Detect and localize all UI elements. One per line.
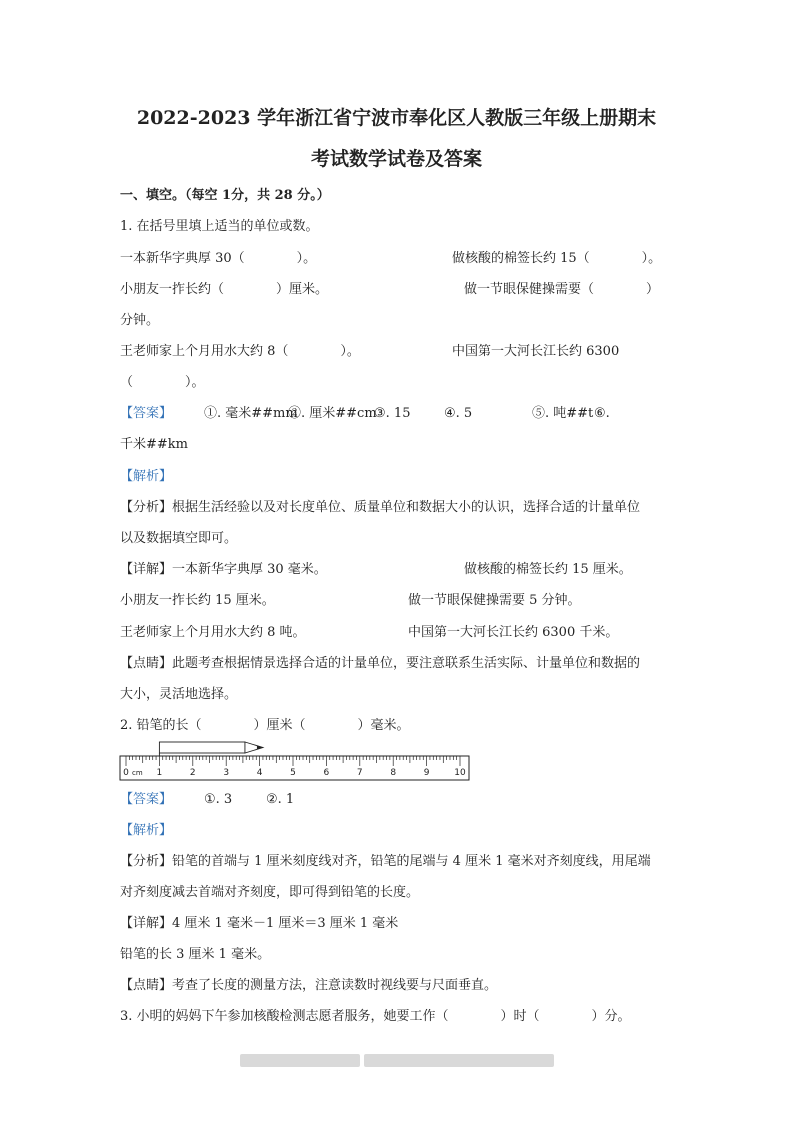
q1-detail-c: 小朋友一拃长约 15 厘米。 — [120, 593, 275, 608]
ruler-tick-label: 4 — [256, 768, 263, 778]
q2-answer-row — [120, 792, 294, 808]
q1-detail-e: 王老师家上个月用水大约 8 吨。 — [120, 625, 306, 640]
q1-detail-f: 中国第一大河长江长约 6300 千米。 — [408, 625, 619, 640]
ruler-tick-label: 10 — [454, 768, 466, 778]
q1-item-b: 做核酸的棉签长约 15（ ）。 — [452, 251, 662, 266]
section-heading: 一、填空。（每空 1分，共 28 分。） — [120, 188, 330, 203]
answer-1: ①. 3 — [204, 792, 233, 807]
q1-item-f-cont: （ ）。 — [120, 375, 205, 390]
ruler-tick-label: 8 — [390, 768, 397, 778]
q1-tip-2: 大小，灵活地选择。 — [120, 687, 238, 702]
q1-item-d: 做一节眼保健操需要（ ） — [464, 282, 660, 297]
ruler-tick-label: 5 — [290, 768, 296, 778]
ruler-ticks — [126, 756, 460, 766]
q2-detail-2: 铅笔的长 3 厘米 1 毫米。 — [120, 947, 271, 962]
q1-stem: 1. 在括号里填上适当的单位或数。 — [120, 219, 319, 234]
ruler-labels — [123, 768, 466, 778]
ruler-tick-label: 3 — [223, 768, 230, 778]
q1-detail-b: 做核酸的棉签长约 15 厘米。 — [464, 562, 632, 577]
q1-item-c: 小朋友一拃长约（ ）厘米。 — [120, 282, 329, 297]
answer-2: ②. 1 — [266, 792, 295, 807]
doc-title-line2: 考试数学试卷及答案 — [310, 148, 482, 170]
q1-analysis-label: 【解析】 — [120, 469, 173, 484]
answer-3: ③. 15 — [374, 406, 411, 421]
answer-2: ②. 厘米##cm — [288, 406, 377, 421]
ruler-tick-label: 6 — [323, 768, 330, 778]
ruler-figure — [118, 738, 474, 784]
q1-answer-row — [120, 406, 610, 422]
q1-item-a: 一本新华字典厚 30（ ）。 — [120, 251, 317, 266]
q1-tip-1: 【点睛】此题考查根据情景选择合适的计量单位，要注意联系生活实际、计量单位和数据的 — [120, 656, 641, 671]
q1-detail-a: 【详解】一本新华字典厚 30 毫米。 — [120, 562, 327, 577]
q1-answer-cont: 千米##km — [120, 437, 188, 452]
answer-label: 【答案】 — [120, 792, 173, 807]
ruler-tick-label: 0 — [123, 768, 129, 778]
ruler-unit-label: cm — [132, 769, 143, 777]
q2-detail-1: 【详解】4 厘米 1 毫米－1 厘米＝3 厘米 1 毫米 — [120, 916, 399, 931]
q1-item-d-cont: 分钟。 — [120, 313, 160, 328]
ruler-tick-label: 7 — [356, 768, 363, 778]
q3-stem: 3. 小明的妈妈下午参加核酸检测志愿者服务，她要工作（ ）时（ ）分。 — [120, 1009, 631, 1024]
ruler-tick-label: 1 — [156, 768, 163, 778]
ruler-tick-label: 2 — [189, 768, 196, 778]
q1-analysis-2: 以及数据填空即可。 — [120, 531, 238, 546]
ruler-svg — [118, 738, 474, 784]
doc-title-line1: 2022-2023 学年浙江省宁波市奉化区人教版三年级上册期末 — [136, 107, 657, 129]
watermark-blur-right — [364, 1054, 554, 1067]
pencil-icon — [159, 742, 263, 756]
answer-label: 【答案】 — [120, 406, 173, 421]
q1-item-e: 王老师家上个月用水大约 8（ ）。 — [120, 344, 360, 359]
q1-detail-d: 做一节眼保健操需要 5 分钟。 — [408, 593, 581, 608]
answer-5: ⑤. 吨##t — [532, 406, 594, 421]
q1-item-f: 中国第一大河长江长约 6300 — [452, 344, 620, 359]
q2-analysis-1: 【分析】铅笔的首端与 1 厘米刻度线对齐，铅笔的尾端与 4 厘米 1 毫米对齐刻度线，用尾端 — [120, 854, 651, 869]
q1-analysis-1: 【分析】根据生活经验以及对长度单位、质量单位和数据大小的认识，选择合适的计量单位 — [120, 500, 641, 515]
watermark-blur-left — [240, 1054, 360, 1067]
q2-analysis-2: 对齐刻度减去首端对齐刻度，即可得到铅笔的长度。 — [120, 885, 420, 900]
q2-tip: 【点睛】考查了长度的测量方法，注意读数时视线要与尺面垂直。 — [120, 978, 498, 993]
answer-1: ①. 毫米##mm — [204, 406, 298, 421]
answer-4: ④. 5 — [444, 406, 473, 421]
pencil-body — [159, 742, 245, 753]
answer-6: ⑥. — [594, 406, 610, 421]
q2-stem: 2. 铅笔的长（ ）厘米（ ）毫米。 — [120, 718, 410, 733]
q2-analysis-label: 【解析】 — [120, 823, 173, 838]
ruler-tick-label: 9 — [423, 768, 430, 778]
